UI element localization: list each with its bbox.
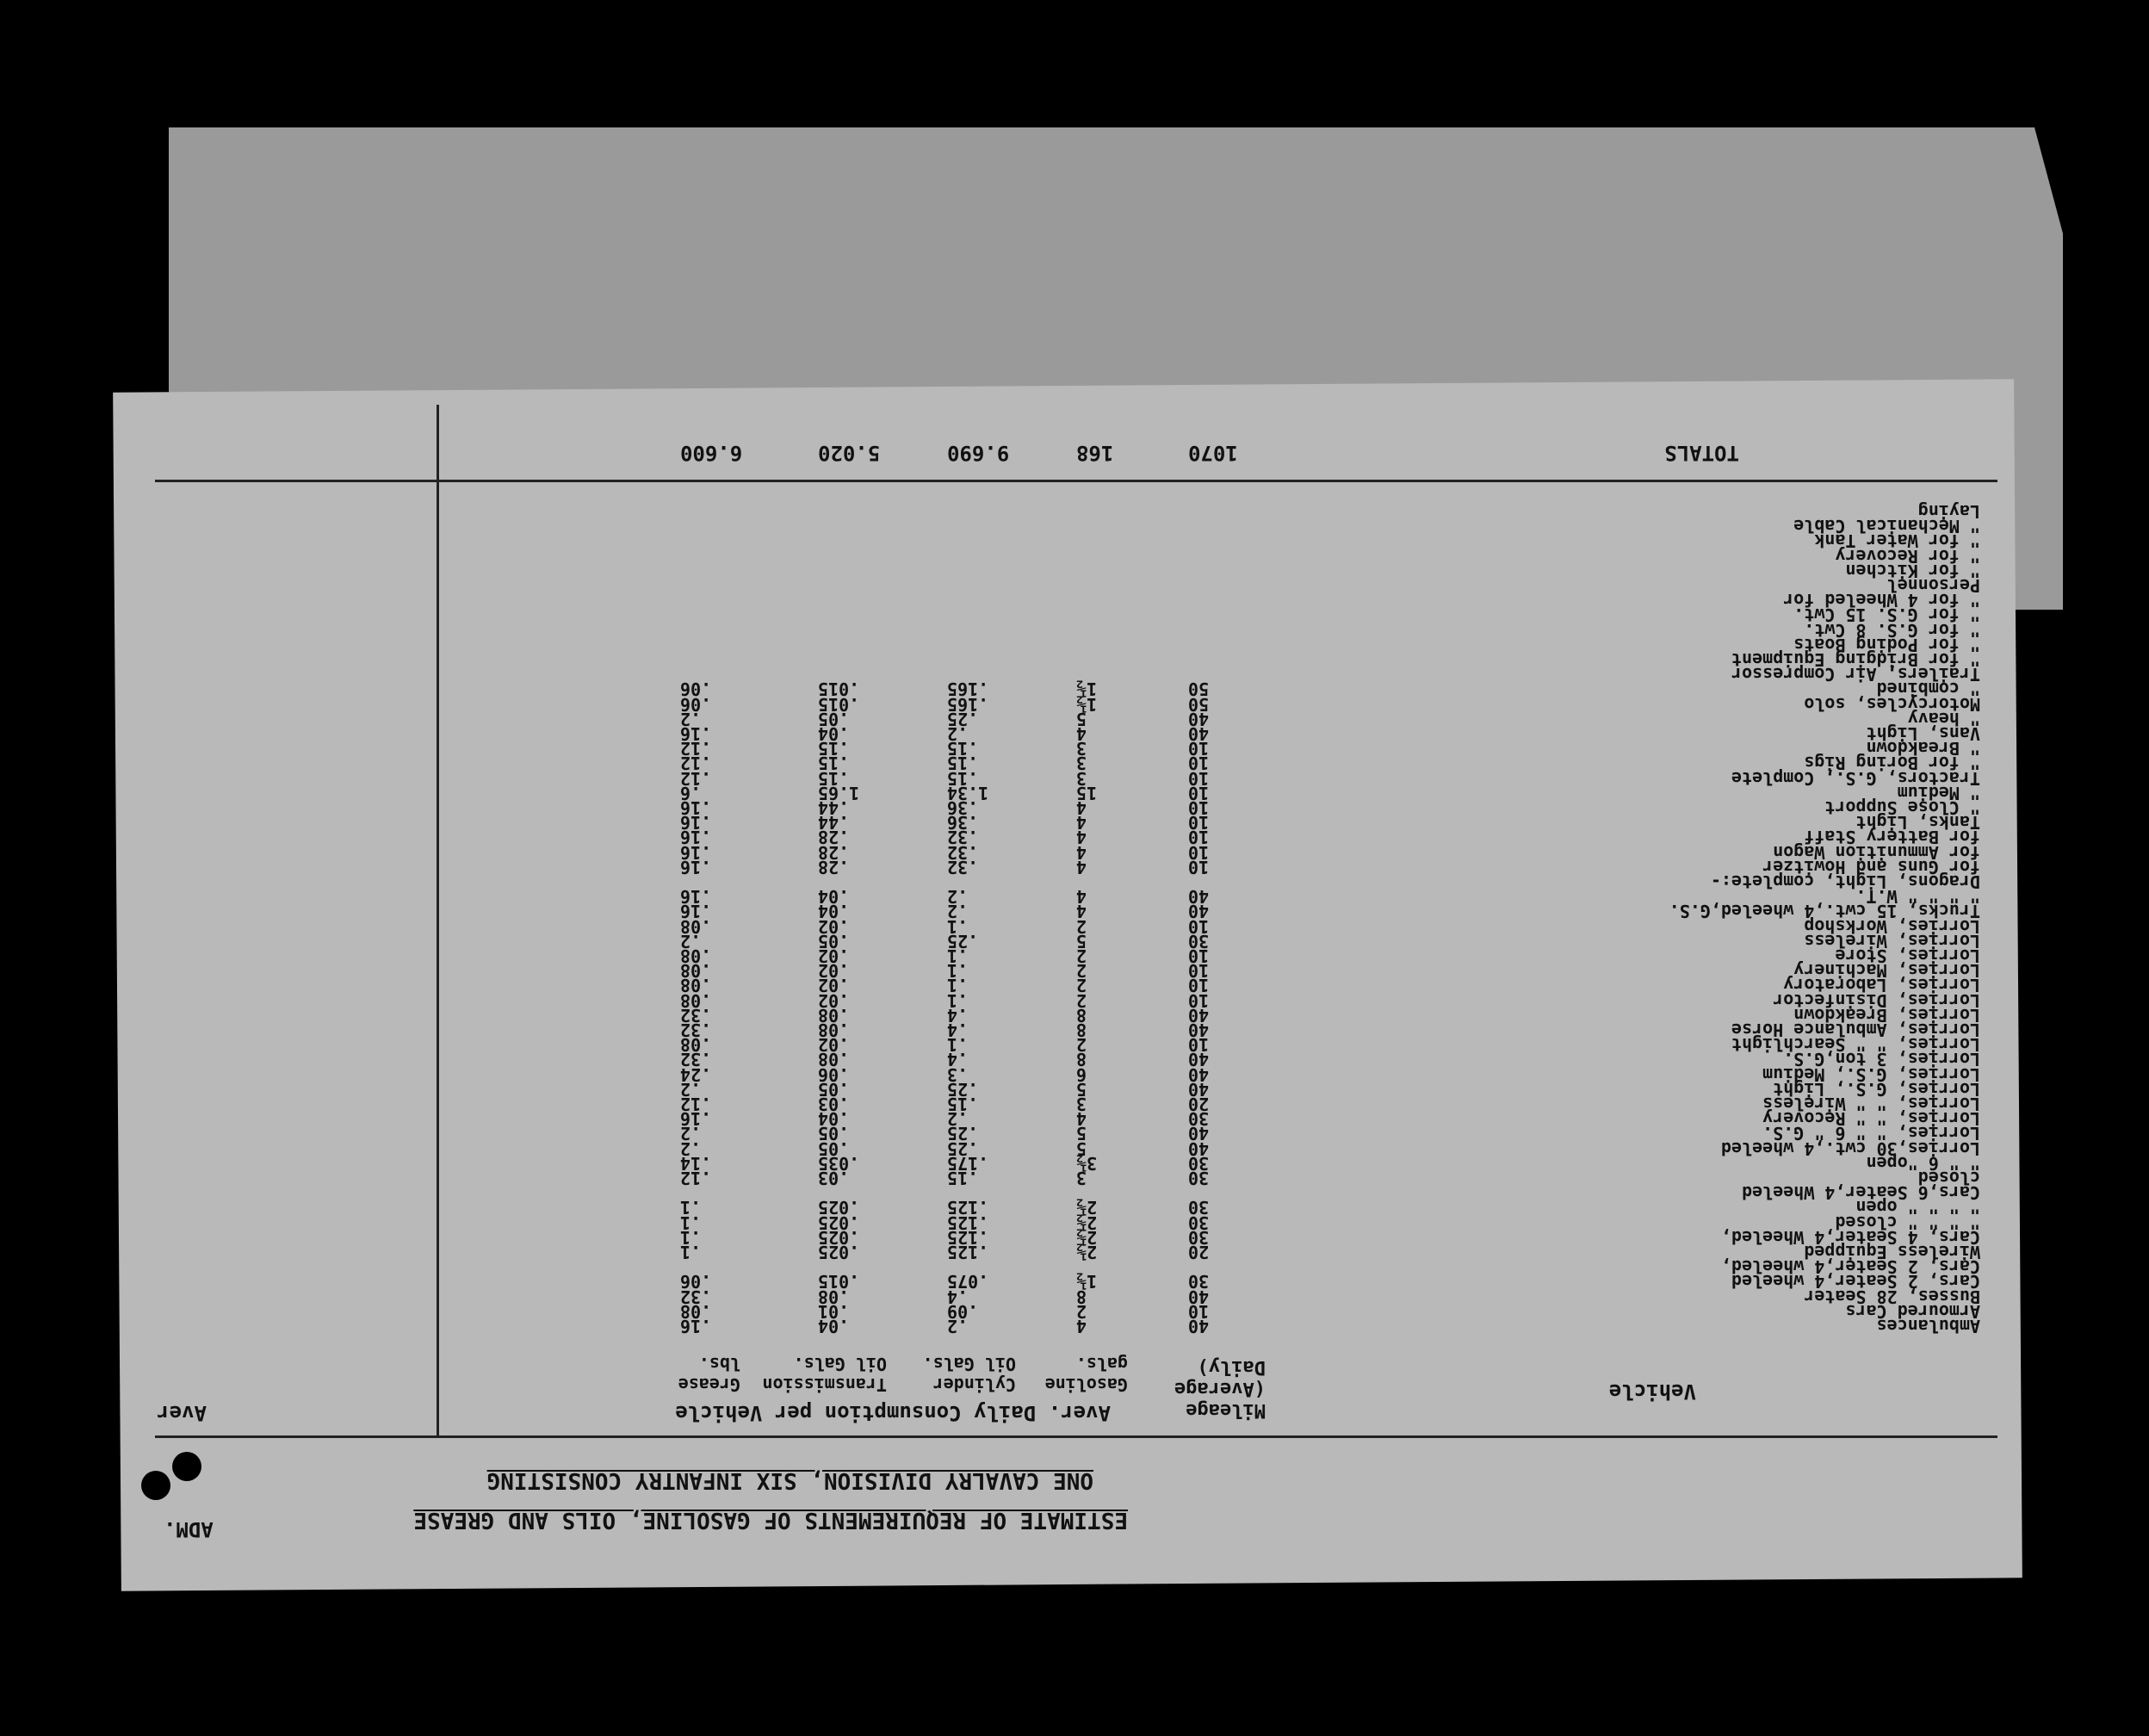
row-vehicle: for Ammunition Wagon: [1773, 841, 1980, 863]
row-vehicle: " " " " W.T.: [1855, 886, 1980, 908]
row-mileage: 50: [1188, 693, 1210, 715]
row-transmission-oil: .025: [818, 1212, 860, 1233]
row-transmission-oil: .015: [818, 1271, 860, 1293]
row-mileage: 40: [1188, 1286, 1210, 1307]
row-vehicle: Lorries, G.S., Light: [1773, 1078, 1980, 1100]
row-gasoline: 4: [1076, 1316, 1087, 1336]
row-transmission-oil: .015: [818, 679, 860, 700]
row-gasoline: 2: [1076, 989, 1087, 1011]
row-transmission-oil: .08: [818, 1020, 850, 1040]
row-grease: .08: [680, 915, 712, 937]
row-grease: .1: [680, 1226, 702, 1248]
row-mileage: 40: [1188, 1020, 1210, 1040]
row-transmission-oil: .05: [818, 930, 850, 952]
row-grease: .32: [680, 1049, 712, 1070]
table-row: [129, 503, 2023, 520]
punch-hole-1: [141, 1471, 170, 1500]
row-grease: .16: [680, 1316, 712, 1336]
row-transmission-oil: .015: [818, 693, 860, 715]
row-grease: .2: [680, 708, 702, 729]
row-vehicle: Busses, 28 Seater: [1804, 1286, 1980, 1307]
header-aver-right: Aver: [157, 1401, 207, 1425]
row-vehicle: for Battery Staff: [1804, 827, 1980, 848]
row-mileage: 10: [1188, 1034, 1210, 1056]
row-grease: .06: [680, 1271, 712, 1293]
row-gasoline: 2: [1076, 915, 1087, 937]
row-vehicle: " Breakdown: [1866, 738, 1980, 760]
row-mileage: 40: [1188, 1138, 1210, 1159]
row-vehicle: " " " " open: [1855, 1197, 1980, 1218]
row-vehicle: " Close Support: [1824, 797, 1980, 818]
row-vehicle: " for Water Tank: [1814, 530, 1980, 552]
row-cylinder-oil: .25: [947, 708, 979, 729]
row-vehicle: " for 4 Wheeled for: [1783, 590, 1980, 611]
row-mileage: 30: [1188, 930, 1210, 952]
row-gasoline: 2: [1076, 975, 1087, 996]
row-vehicle: Lorries, Store: [1835, 946, 1980, 966]
row-transmission-oil: .08: [818, 1286, 850, 1307]
row-gasoline: 4: [1076, 1108, 1087, 1130]
row-vehicle: " " 6 "open: [1866, 1152, 1980, 1174]
row-vehicle: Cars,6 Seater,4 Wheeled: [1742, 1182, 1980, 1204]
document-page: [129, 379, 2023, 1567]
row-transmission-oil: .02: [818, 960, 850, 982]
row-vehicle: Motorcycles, solo: [1804, 693, 1980, 715]
row-gasoline: 2½: [1076, 1226, 1098, 1248]
row-cylinder-oil: .125: [947, 1197, 989, 1218]
row-transmission-oil: .03: [818, 1094, 850, 1114]
row-vehicle: Cars, 2 Seater,4 wheeled,: [1720, 1256, 1980, 1278]
row-gasoline: 3: [1076, 738, 1087, 760]
totals-cylinder-oil: 9.690: [947, 441, 1010, 465]
totals-transmission-oil: 5.020: [818, 441, 881, 465]
row-gasoline: 2½: [1076, 1242, 1098, 1262]
row-cylinder-oil: .1: [947, 989, 969, 1011]
row-vehicle: " for Poding Boats: [1793, 634, 1980, 655]
row-mileage: 40: [1188, 901, 1210, 922]
row-cylinder-oil: .15: [947, 1094, 979, 1114]
row-mileage: 40: [1188, 708, 1210, 729]
row-mileage: 30: [1188, 1108, 1210, 1130]
row-gasoline: 4: [1076, 901, 1087, 922]
row-vehicle: " Mechanical Cable: [1793, 516, 1980, 537]
row-vehicle: Laying: [1917, 501, 1980, 522]
row-cylinder-oil: .125: [947, 1242, 989, 1262]
row-grease: .2: [680, 1123, 702, 1144]
row-vehicle: Lorries, Wireless: [1804, 930, 1980, 952]
row-mileage: 10: [1188, 989, 1210, 1011]
row-mileage: 10: [1188, 841, 1210, 863]
table-row: [129, 619, 2023, 641]
row-mileage: 10: [1188, 782, 1210, 803]
row-gasoline: 8: [1076, 1004, 1087, 1026]
header-cylinder-oil: Cylinder Oil Gals.: [922, 1354, 1016, 1395]
row-cylinder-oil: .2: [947, 723, 969, 744]
row-vehicle: Ambulances: [1876, 1316, 1980, 1336]
row-vehicle: Personnel: [1886, 575, 1980, 596]
row-vehicle: " for Kitchen: [1845, 560, 1980, 581]
row-mileage: 10: [1188, 827, 1210, 848]
totals-label: TOTALS: [1664, 441, 1739, 465]
row-grease: .2: [680, 930, 702, 952]
row-transmission-oil: .08: [818, 1049, 850, 1070]
row-gasoline: 15: [1076, 782, 1098, 803]
row-grease: .16: [680, 797, 712, 818]
row-cylinder-oil: .175: [947, 1152, 989, 1174]
row-vehicle: Trailers, Air Compressor: [1731, 664, 1980, 685]
row-grease: .08: [680, 975, 712, 996]
row-cylinder-oil: .25: [947, 1123, 979, 1144]
row-grease: .12: [680, 1094, 712, 1114]
row-transmission-oil: .02: [818, 1034, 850, 1056]
row-grease: .16: [680, 812, 712, 834]
row-gasoline: 2: [1076, 946, 1087, 966]
row-grease: .16: [680, 886, 712, 908]
row-gasoline: 2½: [1076, 1197, 1098, 1218]
row-cylinder-oil: .1: [947, 946, 969, 966]
row-transmission-oil: 1.65: [818, 782, 860, 803]
row-transmission-oil: .025: [818, 1242, 860, 1262]
row-cylinder-oil: .15: [947, 767, 979, 789]
row-vehicle: Lorries, Breakdown: [1793, 1004, 1980, 1026]
row-mileage: 20: [1188, 1242, 1210, 1262]
row-mileage: 40: [1188, 886, 1210, 908]
row-mileage: 20: [1188, 1094, 1210, 1114]
row-gasoline: 4: [1076, 723, 1087, 744]
table-row: [129, 530, 2023, 552]
row-vehicle: Lorries, Ambulance Horse: [1731, 1020, 1980, 1040]
row-mileage: 40: [1188, 1123, 1210, 1144]
row-mileage: 40: [1188, 1004, 1210, 1026]
header-grease: Grease lbs.: [678, 1354, 740, 1395]
row-transmission-oil: .02: [818, 946, 850, 966]
row-transmission-oil: .04: [818, 886, 850, 908]
row-vehicle: " for Boring Rigs: [1804, 753, 1980, 774]
table-row: [129, 562, 2023, 580]
row-gasoline: 3: [1076, 1094, 1087, 1114]
row-mileage: 10: [1188, 946, 1210, 966]
row-vehicle: Lorries, " " Wireless: [1762, 1094, 1980, 1114]
row-cylinder-oil: .25: [947, 1078, 979, 1100]
row-vehicle: Armoured Cars: [1845, 1300, 1980, 1322]
row-mileage: 10: [1188, 975, 1210, 996]
row-vehicle: " " " " closed: [1835, 1212, 1980, 1233]
row-cylinder-oil: .32: [947, 856, 979, 877]
row-transmission-oil: .03: [818, 1168, 850, 1188]
document-title: ESTIMATE OF REQUIREMENTS OF GASOLINE, OILS AND GREASE: [413, 1507, 1128, 1533]
table-row: [129, 577, 2023, 594]
row-grease: .24: [680, 1063, 712, 1085]
row-cylinder-oil: .4: [947, 1286, 969, 1307]
row-cylinder-oil: .32: [947, 827, 979, 848]
row-cylinder-oil: .25: [947, 930, 979, 952]
row-grease: .1: [680, 1197, 702, 1218]
row-cylinder-oil: .1: [947, 960, 969, 982]
row-gasoline: 3: [1076, 753, 1087, 774]
header-aver-daily: Aver. Daily Consumption per Vehicle: [675, 1401, 1111, 1425]
table-row: [129, 636, 2023, 654]
row-grease: .1: [680, 1212, 702, 1233]
row-grease: .12: [680, 738, 712, 760]
row-gasoline: 1½: [1076, 693, 1098, 715]
row-transmission-oil: .15: [818, 767, 850, 789]
row-grease: .12: [680, 753, 712, 774]
table-row: [129, 592, 2023, 609]
row-cylinder-oil: .1: [947, 975, 969, 996]
row-mileage: 40: [1188, 1078, 1210, 1100]
row-grease: .08: [680, 989, 712, 1011]
row-cylinder-oil: .32: [947, 841, 979, 863]
row-gasoline: 3½: [1076, 1152, 1098, 1174]
row-transmission-oil: .28: [818, 827, 850, 848]
row-gasoline: 5: [1076, 1138, 1087, 1159]
row-transmission-oil: .025: [818, 1226, 860, 1248]
row-vehicle: " for Recovery: [1835, 545, 1980, 567]
row-grease: .16: [680, 856, 712, 877]
row-transmission-oil: .06: [818, 1063, 850, 1085]
row-vehicle: Lorries, " " 6 " G.S.: [1762, 1123, 1980, 1144]
header-rule: [155, 1435, 1997, 1438]
header-mileage: Mileage (Average Daily): [1174, 1356, 1266, 1421]
row-gasoline: 5: [1076, 1123, 1087, 1144]
row-gasoline: 2½: [1076, 1212, 1098, 1233]
row-gasoline: 8: [1076, 1286, 1087, 1307]
row-transmission-oil: .05: [818, 1138, 850, 1159]
row-mileage: 10: [1188, 915, 1210, 937]
table-row: [129, 518, 2023, 535]
row-mileage: 10: [1188, 812, 1210, 834]
row-cylinder-oil: 1.34: [947, 782, 989, 803]
row-grease: .32: [680, 1020, 712, 1040]
row-vehicle: " for G.S. 8 Cwt.: [1804, 619, 1980, 641]
row-grease: .2: [680, 1138, 702, 1159]
row-gasoline: 3: [1076, 1168, 1087, 1188]
row-transmission-oil: .28: [818, 856, 850, 877]
row-gasoline: 4: [1076, 841, 1087, 863]
row-transmission-oil: .04: [818, 1108, 850, 1130]
document-subtitle: ONE CAVALRY DIVISION, SIX INFANTRY CONSISTING: [486, 1467, 1093, 1493]
row-mileage: 30: [1188, 1152, 1210, 1174]
row-cylinder-oil: .2: [947, 1316, 969, 1336]
row-mileage: 40: [1188, 723, 1210, 744]
row-transmission-oil: .05: [818, 1123, 850, 1144]
row-vehicle: Lorries, " " Searchlight: [1731, 1034, 1980, 1056]
totals-gasoline: 168: [1076, 441, 1114, 465]
row-vehicle: Tanks, Light: [1855, 812, 1980, 834]
row-vehicle: Lorries,30 cwt.,4 wheeled: [1720, 1138, 1980, 1159]
row-grease: .16: [680, 1108, 712, 1130]
row-cylinder-oil: .15: [947, 753, 979, 774]
row-mileage: 10: [1188, 753, 1210, 774]
row-grease: .16: [680, 841, 712, 863]
row-cylinder-oil: .25: [947, 1138, 979, 1159]
row-transmission-oil: .28: [818, 841, 850, 863]
row-cylinder-oil: .125: [947, 1226, 989, 1248]
row-mileage: 10: [1188, 767, 1210, 789]
row-cylinder-oil: .4: [947, 1049, 969, 1070]
row-transmission-oil: .01: [818, 1300, 850, 1322]
document-ref: ADM.: [164, 1517, 214, 1541]
totals-rule: [155, 480, 1997, 482]
row-grease: .08: [680, 1300, 712, 1322]
row-cylinder-oil: .3: [947, 1063, 969, 1085]
row-vehicle: " Medium: [1897, 782, 1980, 803]
totals-grease: 6.600: [680, 441, 743, 465]
punch-hole-2: [172, 1452, 201, 1481]
row-mileage: 10: [1188, 856, 1210, 877]
row-mileage: 30: [1188, 1271, 1210, 1293]
row-gasoline: 5: [1076, 930, 1087, 952]
row-cylinder-oil: .1: [947, 915, 969, 937]
row-vehicle: closed: [1917, 1168, 1980, 1188]
row-gasoline: 2: [1076, 960, 1087, 982]
table-row: [129, 1199, 2023, 1216]
table-row: [129, 651, 2023, 668]
row-cylinder-oil: .075: [947, 1271, 989, 1293]
row-transmission-oil: .04: [818, 723, 850, 744]
row-cylinder-oil: .09: [947, 1300, 979, 1322]
row-grease: .14: [680, 1152, 712, 1174]
row-vehicle: Vans, Light: [1866, 723, 1980, 744]
row-vehicle: Dragons, Light, complete:-: [1710, 871, 1980, 892]
row-grease: .12: [680, 1168, 712, 1188]
row-transmission-oil: .44: [818, 797, 850, 818]
row-vehicle: Wireless Equipped: [1804, 1242, 1980, 1262]
row-cylinder-oil: .165: [947, 693, 989, 715]
row-mileage: 30: [1188, 1168, 1210, 1188]
row-mileage: 50: [1188, 679, 1210, 700]
row-vehicle: Lorries, 3 ton,G.S.: [1783, 1049, 1980, 1070]
row-gasoline: 3: [1076, 767, 1087, 789]
row-gasoline: 1½: [1076, 1271, 1098, 1293]
row-grease: .32: [680, 1286, 712, 1307]
row-grease: .08: [680, 1034, 712, 1056]
row-vehicle: Lorries, " " Recovery: [1762, 1108, 1980, 1130]
row-vehicle: Trucks, 15 cwt.,4 wheeled,G.S.: [1669, 901, 1980, 922]
row-vehicle: " for Bridging Equipment: [1731, 649, 1980, 670]
row-vehicle: Cars, 4 Seater,4 Wheeled,: [1720, 1226, 1980, 1248]
header-gasoline: Gasoline gals.: [1044, 1354, 1128, 1395]
row-mileage: 30: [1188, 1226, 1210, 1248]
row-vehicle: " combined: [1876, 679, 1980, 700]
row-mileage: 30: [1188, 1197, 1210, 1218]
row-vehicle: Lorries, Disinfector: [1773, 989, 1980, 1011]
row-transmission-oil: .15: [818, 738, 850, 760]
row-grease: .16: [680, 901, 712, 922]
row-mileage: 40: [1188, 1063, 1210, 1085]
row-transmission-oil: .02: [818, 915, 850, 937]
row-mileage: 10: [1188, 797, 1210, 818]
row-mileage: 10: [1188, 960, 1210, 982]
header-vehicle: Vehicle: [1608, 1380, 1696, 1404]
row-vehicle: Lorries, Workshop: [1804, 915, 1980, 937]
row-gasoline: 8: [1076, 1020, 1087, 1040]
row-mileage: 10: [1188, 738, 1210, 760]
row-grease: .16: [680, 723, 712, 744]
row-gasoline: 4: [1076, 812, 1087, 834]
row-gasoline: 6: [1076, 1063, 1087, 1085]
row-cylinder-oil: .2: [947, 901, 969, 922]
row-gasoline: 4: [1076, 856, 1087, 877]
row-grease: .2: [680, 1078, 702, 1100]
row-gasoline: 4: [1076, 827, 1087, 848]
row-vehicle: Lorries, G.S., Medium: [1762, 1063, 1980, 1085]
row-gasoline: 2: [1076, 1034, 1087, 1056]
row-cylinder-oil: .165: [947, 679, 989, 700]
row-cylinder-oil: .15: [947, 738, 979, 760]
row-grease: .1: [680, 1242, 702, 1262]
row-grease: .16: [680, 827, 712, 848]
row-transmission-oil: .04: [818, 901, 850, 922]
table-row: [129, 545, 2023, 567]
header-transmission-oil: Transmission Oil Gals.: [762, 1354, 887, 1395]
row-transmission-oil: .05: [818, 1078, 850, 1100]
row-mileage: 10: [1188, 1300, 1210, 1322]
row-vehicle: " heavy: [1907, 708, 1980, 729]
row-transmission-oil: .15: [818, 753, 850, 774]
row-transmission-oil: .025: [818, 1197, 860, 1218]
row-transmission-oil: .05: [818, 708, 850, 729]
row-mileage: 40: [1188, 1316, 1210, 1336]
row-cylinder-oil: .36: [947, 812, 979, 834]
row-transmission-oil: .035: [818, 1152, 860, 1174]
row-mileage: 30: [1188, 1212, 1210, 1233]
row-grease: .08: [680, 960, 712, 982]
totals-mileage: 1070: [1188, 441, 1238, 465]
row-cylinder-oil: .2: [947, 1108, 969, 1130]
row-grease: .6: [680, 782, 702, 803]
row-gasoline: 4: [1076, 797, 1087, 818]
row-vehicle: Lorries, Laboratory: [1783, 975, 1980, 996]
row-vehicle: Cars, 2 Seater,4 wheeled: [1731, 1271, 1980, 1293]
row-grease: .32: [680, 1004, 712, 1026]
row-transmission-oil: .02: [818, 975, 850, 996]
row-cylinder-oil: .4: [947, 1020, 969, 1040]
row-cylinder-oil: .125: [947, 1212, 989, 1233]
row-cylinder-oil: .2: [947, 886, 969, 908]
row-cylinder-oil: .36: [947, 797, 979, 818]
row-transmission-oil: .08: [818, 1004, 850, 1026]
row-vehicle: Tractors, G.S., Complete: [1731, 767, 1980, 789]
row-cylinder-oil: .4: [947, 1004, 969, 1026]
table-row: [129, 604, 2023, 626]
row-vehicle: for Guns and Howitzer: [1762, 856, 1980, 877]
row-transmission-oil: .02: [818, 989, 850, 1011]
row-transmission-oil: .04: [818, 1316, 850, 1336]
row-gasoline: 8: [1076, 1049, 1087, 1070]
row-gasoline: 2: [1076, 1300, 1087, 1322]
row-cylinder-oil: .1: [947, 1034, 969, 1056]
row-gasoline: 4: [1076, 886, 1087, 908]
row-gasoline: 5: [1076, 1078, 1087, 1100]
row-transmission-oil: .44: [818, 812, 850, 834]
row-mileage: 40: [1188, 1049, 1210, 1070]
row-gasoline: 5: [1076, 708, 1087, 729]
row-grease: .08: [680, 946, 712, 966]
row-cylinder-oil: .15: [947, 1168, 979, 1188]
row-vehicle: Lorries, Machinery: [1793, 960, 1980, 982]
row-grease: .06: [680, 693, 712, 715]
row-grease: .12: [680, 767, 712, 789]
row-vehicle: " for G.S. 15 Cwt.: [1793, 604, 1980, 626]
row-gasoline: 1½: [1076, 679, 1098, 700]
row-grease: .06: [680, 679, 712, 700]
